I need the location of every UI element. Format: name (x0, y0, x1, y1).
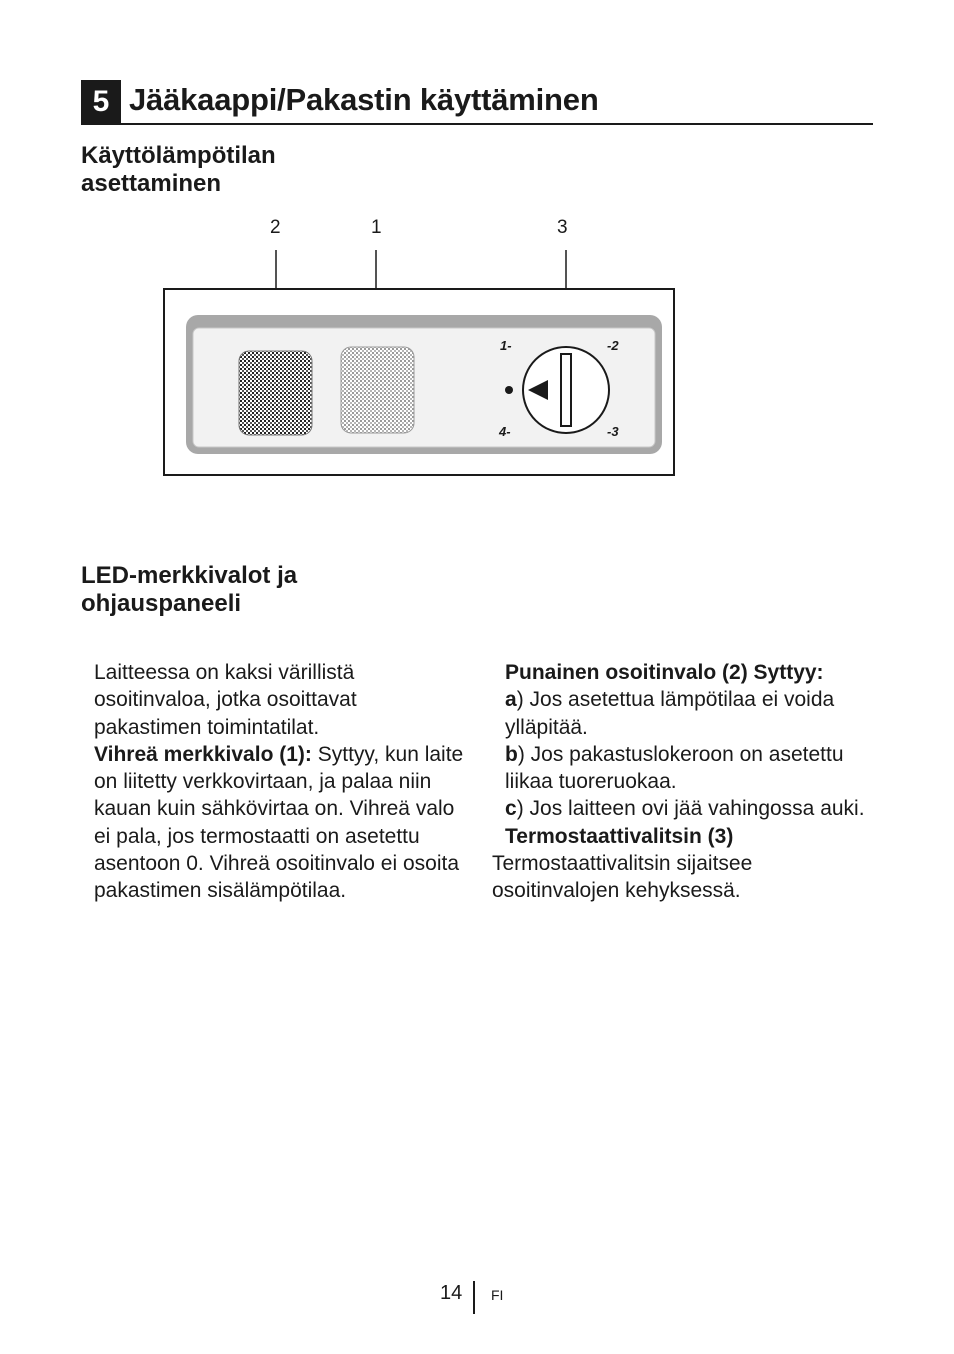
section-heading-led (81, 562, 297, 618)
section-heading-line: LED-merkkivalot ja (81, 562, 298, 589)
control-panel-illustration (0, 0, 954, 520)
section-heading-line: ohjauspaneeli (81, 590, 242, 617)
list-item-letter: c (505, 797, 517, 821)
red-light-heading (492, 659, 877, 686)
thermostat-heading (492, 823, 877, 850)
red-indicator-light (239, 351, 312, 435)
section-heading-line: asettaminen (81, 170, 222, 197)
dial-dot-icon (505, 386, 513, 394)
language-code: FI (491, 1287, 504, 1303)
green-light-label: Vihreä merkkivalo (1): (94, 742, 312, 766)
chapter-number: 5 (81, 80, 121, 123)
dial-label-top-left: 1- (500, 338, 512, 353)
green-light-text: Syttyy, kun laite on liitetty verkkovirtaan, ja palaa niin kauan kuin sähkövirtaa on. Vihreä valo ei pala, jos termostaatti on asetettu asentoon 0. Vihreä osoitinvalo ei osoita pakastimen sisälämpötilaa. (94, 742, 464, 903)
list-item-text: ) Jos asetettua lämpötilaa ei voida ylläpitää. (505, 688, 835, 739)
green-indicator-light (341, 347, 414, 433)
list-item-a (492, 686, 877, 741)
red-light-heading-text: Punainen osoitinvalo (2) Syttyy: (505, 661, 824, 684)
thermostat-dial-knob (561, 354, 571, 426)
callout-1: 1 (371, 217, 382, 238)
left-column (81, 659, 466, 905)
list-item-letter: b (505, 742, 518, 766)
callout-2: 2 (270, 217, 281, 238)
list-item-text: ) Jos laitteen ovi jää vahingossa auki. (516, 797, 865, 821)
callout-3: 3 (557, 217, 568, 238)
list-item-b (492, 741, 877, 796)
dial-label-bottom-right: -3 (607, 424, 619, 439)
intro-paragraph: Laitteessa on kaksi värillistä osoitinvaloa, jotka osoittavat pakastimen toimintatilat. (94, 661, 357, 739)
list-item-letter: a (505, 688, 517, 712)
dial-label-top-right: -2 (607, 338, 619, 353)
green-light-paragraph (81, 741, 466, 905)
list-item-text: ) Jos pakastuslokeroon on asetettu liikaa tuoreruokaa. (505, 742, 844, 794)
chapter-title: Jääkaappi/Pakastin käyttäminen (129, 82, 599, 117)
thermostat-heading-text: Termostaattivalitsin (3) (505, 824, 734, 848)
page-number: 14 (440, 1282, 463, 1304)
footer-divider (473, 1281, 475, 1314)
section-heading-line: Käyttölämpötilan (81, 142, 276, 169)
list-item-c (492, 795, 877, 822)
thermostat-paragraph: Termostaattivalitsin sijaitsee osoitinvalojen kehyksessä. (492, 852, 753, 903)
right-column (492, 659, 877, 905)
dial-label-bottom-left: 4- (499, 424, 511, 439)
